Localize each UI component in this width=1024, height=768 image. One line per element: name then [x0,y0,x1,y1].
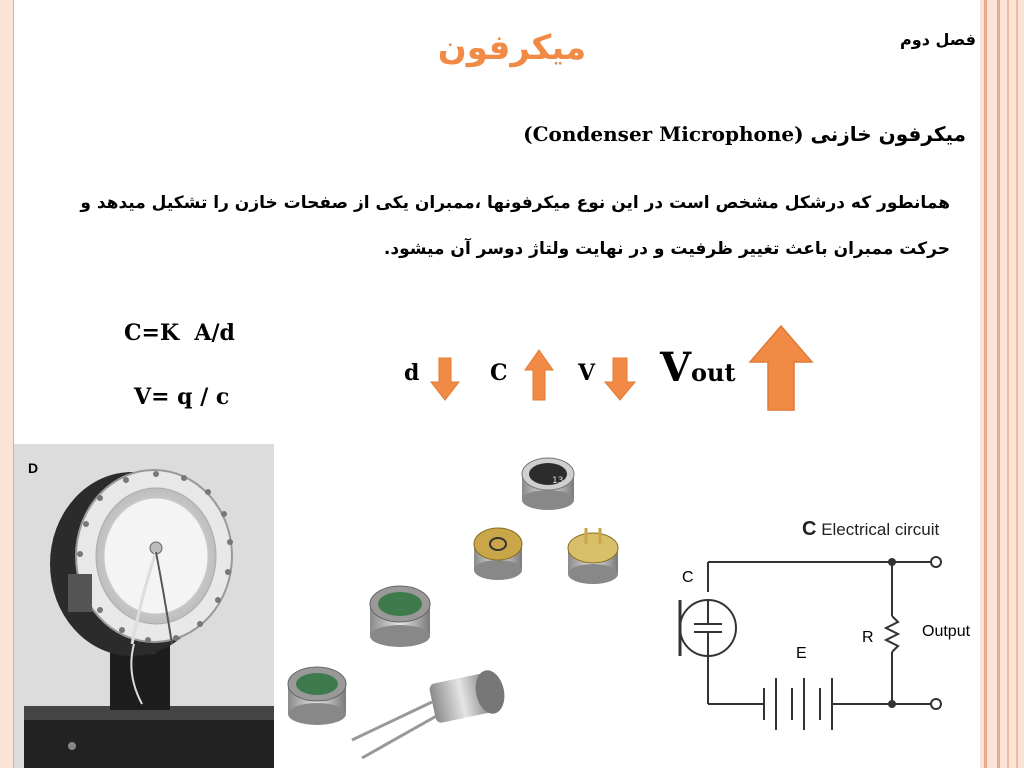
microphone-illustration [14,444,274,768]
circuit-title-letter: C [802,518,817,540]
circuit-title-text: Electrical circuit [821,520,940,539]
formula-capacitance: C=K A/d [124,320,235,346]
electret-capsules-illustration [282,440,642,768]
up-arrow-icon [524,348,554,402]
circuit-title [802,518,939,541]
symbol-c: C [490,360,508,386]
up-arrow-icon [748,324,814,412]
photo-label: D [28,460,39,476]
symbol-vout [660,344,736,391]
down-arrow-icon [430,356,460,402]
chapter-label: فصل دوم [900,30,976,49]
capsule-number: 13 [552,476,564,486]
capsule-13 [522,458,574,510]
circuit-label-c: C [682,569,694,586]
symbol-v: V [578,360,596,386]
subtitle-fa: میکرفون خازنی [810,122,966,146]
right-stripe [1016,0,1018,768]
left-border [0,0,14,768]
microphone-photo [14,444,274,768]
vout-sub: out [691,358,736,387]
electrical-circuit-diagram [664,548,980,748]
right-stripe [997,0,1000,768]
subtitle [523,122,966,146]
body-paragraph [50,180,950,272]
subtitle-en: (Condenser Microphone) [523,122,804,146]
symbol-d: d [404,360,420,386]
circuit-label-e: E [796,645,807,662]
circuit-label-output: Output [922,623,971,640]
right-stripe [984,0,987,768]
formula-voltage: V= q / c [134,384,230,410]
vout-main: V [660,344,692,391]
circuit-label-r: R [862,629,874,646]
body-line-1: همانطور که درشکل مشخص است در این نوع میکرفونها ،ممبران یکی از صفحات خازن را تشکیل میدهد و [80,193,950,213]
down-arrow-icon [604,356,636,402]
right-stripe [1007,0,1009,768]
slide-title: میکرفون [437,28,587,68]
body-line-2: حرکت ممبران باعث تغییر ظرفیت و در نهایت ولتاژ دوسر آن میشود. [383,239,950,259]
